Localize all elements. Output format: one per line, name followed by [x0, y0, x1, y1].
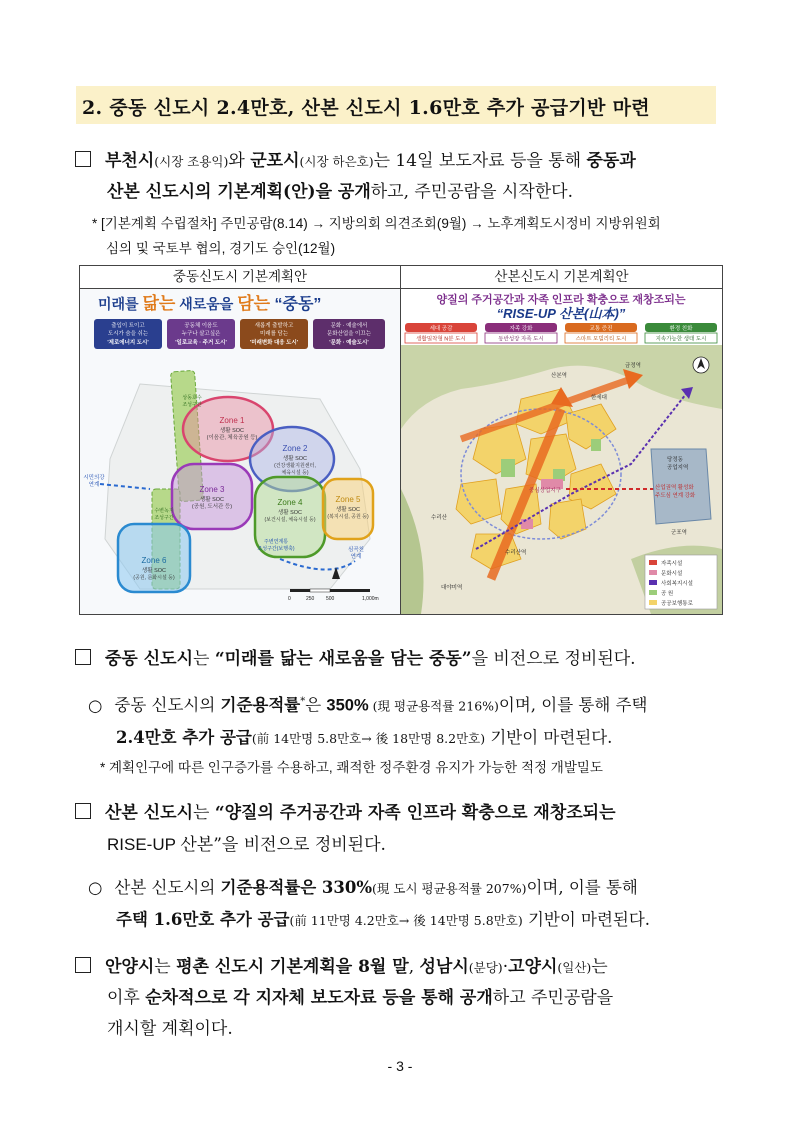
- label-park-link: 심곡천: [348, 547, 364, 553]
- slogan-b: 닮는: [142, 294, 176, 313]
- figure-left-panel: [80, 266, 400, 614]
- map-label-industrial: 공업지역: [667, 465, 689, 471]
- map-label-hansei: 한세대: [591, 395, 607, 401]
- text-gunpo: 군포시: [250, 151, 300, 171]
- zone4-d1: 생활 SOC: [277, 510, 303, 516]
- cat3-sub: 스마트 모빌리티 도시: [575, 336, 627, 343]
- text-bucheon: 부천시: [105, 151, 155, 171]
- zone1-d1: 생활 SOC: [219, 428, 245, 434]
- bullet-item-1: [88, 686, 728, 754]
- circle-bullet-icon: ○: [88, 878, 103, 897]
- cat2-title: 자족 강화: [509, 326, 533, 332]
- zone6-d1: 생활 SOC: [141, 568, 167, 574]
- label-link: 주변연계통: [263, 539, 289, 545]
- scale-0: 0: [288, 596, 291, 602]
- text-p1-end: 하고, 주민공람을 시작한다.: [370, 182, 574, 202]
- text-p4-c: 평촌 신도시 기본계획을 8월 말: [176, 957, 409, 977]
- checkbox-bullet-icon: [75, 649, 91, 665]
- box4-t1: 문화 · 예술에서: [330, 323, 368, 329]
- box2-t1: 공동체 이음도: [184, 323, 218, 329]
- label-link2: 조성구간(보행축): [257, 546, 295, 552]
- box3-t1: 새롭게 출발하고: [254, 323, 294, 329]
- label-park: 상동호수: [182, 395, 202, 401]
- sanbon-map: [401, 289, 722, 614]
- basic-plan-figure: [79, 265, 723, 615]
- slogan-c: 새로움을: [175, 296, 238, 312]
- page-number: - 3 -: [387, 1058, 413, 1074]
- text-p4-j: 는: [591, 957, 608, 977]
- text-c1-c: *: [300, 696, 306, 707]
- text-p1-bold1: 중동과: [586, 151, 636, 171]
- map-label-geumjeong: 금정역: [625, 363, 641, 369]
- label-green: 수변녹지: [154, 508, 174, 514]
- text-c1-h: 2.4만호 추가 공급: [116, 727, 252, 747]
- map-label-sanbon: 산본역: [551, 373, 567, 379]
- map-label-gunpo: 군포역: [671, 530, 687, 536]
- zone2-d2: (건강생활지원센터,: [274, 463, 316, 469]
- text-gunpo-mayor: (시장 하은호): [299, 154, 374, 169]
- map-label-dangjeong: 당정동: [667, 457, 683, 463]
- zone3-d2: (공원, 도서관 등): [191, 504, 233, 510]
- box1-t2: 도시가 숨을 쉬는: [107, 331, 149, 337]
- map-label-central-commercial: 중심상업지구: [529, 488, 561, 494]
- label-park-link2: 연계: [350, 554, 362, 560]
- text-conj: 와: [228, 151, 251, 171]
- text-p4-e: 성남시: [419, 957, 469, 977]
- legend-0: 자족시설: [661, 561, 683, 567]
- box1-t3: '제로에너지 도시': [107, 340, 149, 346]
- label-city: 시민의강: [83, 475, 105, 481]
- text-p4-f: (분당): [468, 960, 503, 975]
- zone5-name: Zone 5: [335, 495, 361, 504]
- scale-3: 1,000m: [362, 596, 379, 602]
- legend-2: 사회복지시설: [661, 581, 693, 587]
- label-green2: 조성구간: [154, 515, 174, 521]
- paragraph-1: [75, 146, 735, 208]
- zone5-d1: 생활 SOC: [335, 507, 361, 513]
- map-label-daeyami: 대야미역: [441, 585, 463, 591]
- text-c2-d: 이며, 이를 통해: [526, 878, 638, 897]
- box1-t1: 출입이 트이고: [111, 323, 145, 329]
- cat4-sub: 지속가능한 생태 도시: [655, 336, 707, 343]
- text-c1-f: (現 평균용적률 216%): [368, 698, 499, 714]
- zone1-d2: (이음관, 체육공원 등): [206, 435, 258, 441]
- map-legend: [645, 555, 717, 609]
- map-label-mountain: 수리산: [431, 515, 447, 521]
- text-c2-e: 주택 1.6만호 추가 공급: [116, 910, 290, 929]
- map-label-industry-revive: 산업권역 활성화: [655, 485, 694, 491]
- box2-t3: '일로교육 · 주거 도시': [175, 340, 227, 346]
- cat1-sub: 생활밀착형 N분 도시: [416, 336, 466, 343]
- text-c2-f: (前 11만명 4.2만호→ 後 14만명 5.8만호): [289, 913, 523, 928]
- text-p4-b: 는: [154, 957, 177, 977]
- map-label-center-link: 주도심 연계 강화: [655, 493, 696, 499]
- text-p2-d: 을 비전으로 정비된다.: [471, 649, 636, 669]
- text-p4-k: 이후: [107, 988, 146, 1008]
- scale-1: 250: [306, 596, 315, 602]
- text-p3-d: RISE-UP 산본: [107, 835, 214, 854]
- text-p3-e: ”을 비전으로 정비된다.: [213, 835, 386, 855]
- legend-3: 공 원: [661, 591, 674, 597]
- label-park2: 조성구간: [182, 402, 202, 408]
- figure-right-panel: [401, 266, 722, 614]
- zone4-d2: (보건시설, 체육시설 등): [264, 517, 316, 523]
- legend-4: 공공보행통로: [661, 601, 693, 607]
- text-c1-g: 이며, 이를 통해 주택: [498, 695, 648, 715]
- text-c1-j: 기반이 마련된다.: [485, 727, 613, 747]
- text-p4-i: (일산): [557, 960, 592, 975]
- text-c1-a: 중동 신도시의: [114, 695, 221, 715]
- box2-t2: 누구나 살고싶은: [181, 331, 221, 337]
- zone2-name: Zone 2: [282, 444, 308, 453]
- checkbox-bullet-icon: [75, 957, 91, 973]
- bullet-item-2: [88, 872, 728, 936]
- paragraph-4: [75, 952, 735, 1045]
- text-p2-c: “미래를 닮는 새로움을 담는 중동”: [214, 649, 472, 669]
- note-density: * 계획인구에 따른 인구증가를 수용하고, 쾌적한 정주환경 유지가 가능한 적정 개발밀도: [100, 760, 603, 775]
- text-p1-mid: 는 14일 보도자료 등을 통해: [373, 151, 587, 171]
- section-heading: [76, 86, 716, 124]
- checkbox-bullet-icon: [75, 151, 91, 167]
- note-procedure: [92, 211, 742, 261]
- text-c2-b: 기준용적률은 330%: [220, 878, 373, 897]
- text-p3-a: 산본 신도시: [105, 803, 194, 823]
- paragraph-2: [75, 644, 735, 675]
- text-c2-a: 산본 신도시의: [114, 878, 221, 897]
- section-heading-text: 2. 중동 신도시 2.4만호, 산본 신도시 1.6만호 추가 공급기반 마련: [82, 97, 650, 119]
- legend-1: 문화시설: [661, 571, 683, 577]
- north-arrow-icon: [693, 357, 709, 373]
- text-p4-d: ,: [408, 957, 420, 977]
- zone4-name: Zone 4: [277, 498, 303, 507]
- zone1-name: Zone 1: [219, 416, 245, 425]
- note-procedure-line1: * [기본계획 수립절차] 주민공람(8.14) → 지방의회 의견조회(9월) → 노후계획도시정비 지방위원회: [92, 216, 661, 231]
- text-c2-c: (現 도시 평균용적률 207%): [372, 881, 527, 896]
- text-c1-d: 은: [305, 695, 327, 715]
- sanbon-slogan2: “RISE-UP 산본(山本)”: [496, 306, 626, 321]
- jungdong-map: [80, 289, 400, 614]
- note-procedure-line2: 심의 및 국토부 협의, 경기도 승인(12월): [106, 241, 336, 256]
- text-p4-h: 고양시: [508, 957, 558, 977]
- text-c2-g: 기반이 마련된다.: [522, 910, 651, 929]
- cat1-title: 세대 공감: [429, 326, 453, 332]
- text-p4-l: 순차적으로 각 지자체 보도자료 등을 통해 공개: [145, 988, 493, 1008]
- box4-t3: '문화 · 예술도시': [329, 340, 369, 346]
- figure-right-title: 산본신도시 기본계획안: [401, 266, 722, 289]
- circle-bullet-icon: ○: [88, 695, 103, 715]
- text-bucheon-mayor: (시장 조용익): [154, 154, 229, 169]
- scale-2: 500: [326, 596, 335, 602]
- zone6-name: Zone 6: [141, 556, 167, 565]
- map-label-surisan: 수리산역: [505, 550, 527, 556]
- text-p3-c: “양질의 주거공간과 자족 인프라 확충으로 재창조되는: [214, 803, 616, 823]
- box3-t2: 미래를 담는: [259, 331, 289, 337]
- box4-t2: 문화산업을 이끄는: [326, 331, 372, 337]
- text-c1-b: 기준용적률: [220, 695, 301, 715]
- text-p2-a: 중동 신도시: [105, 649, 194, 669]
- text-p1-bold2: 산본 신도시의 기본계획(안)을 공개: [107, 182, 371, 202]
- figure-left-title: 중동신도시 기본계획안: [80, 266, 400, 289]
- zone6-d2: (공원, 문화시설 등): [133, 575, 175, 581]
- text-p4-g: ·: [502, 957, 509, 977]
- slogan-a: 미래를: [98, 296, 143, 312]
- text-c1-e: 350%: [326, 696, 369, 715]
- zone3-d1: 생활 SOC: [199, 497, 225, 503]
- text-c1-i: (前 14만명 5.8만호→ 後 18만명 8.2만호): [251, 730, 486, 746]
- zone2-d1: 생활 SOC: [282, 456, 308, 462]
- sanbon-slogan1: 양질의 주거공간과 자족 인프라 확충으로 재창조되는: [436, 294, 686, 306]
- text-p3-b: 는: [193, 803, 215, 823]
- cat3-title: 교통 증진: [589, 326, 613, 332]
- slogan-d: 담는: [237, 294, 271, 313]
- zone2-d3: 체육시설 등): [281, 470, 309, 476]
- text-p4-a: 안양시: [105, 957, 155, 977]
- box3-t3: '미래변화 대응 도시': [249, 340, 299, 346]
- label-city2: 연계: [88, 482, 100, 488]
- text-p4-m: 하고 주민공람을: [492, 988, 614, 1008]
- slogan-e: “중동”: [270, 296, 322, 313]
- checkbox-bullet-icon: [75, 803, 91, 819]
- text-p2-b: 는: [193, 649, 215, 669]
- zone3-name: Zone 3: [199, 485, 225, 494]
- cat2-sub: 동반성장 자족 도시: [498, 336, 544, 343]
- text-p4-n: 개시할 계획이다.: [107, 1019, 233, 1039]
- cat4-title: 환경 친화: [669, 326, 693, 332]
- svg-text:미래를 닮는 새로움을 담는 “중동”: [98, 293, 321, 313]
- zone5-d2: (복지시설, 공원 등): [327, 514, 369, 520]
- paragraph-3: [75, 798, 735, 861]
